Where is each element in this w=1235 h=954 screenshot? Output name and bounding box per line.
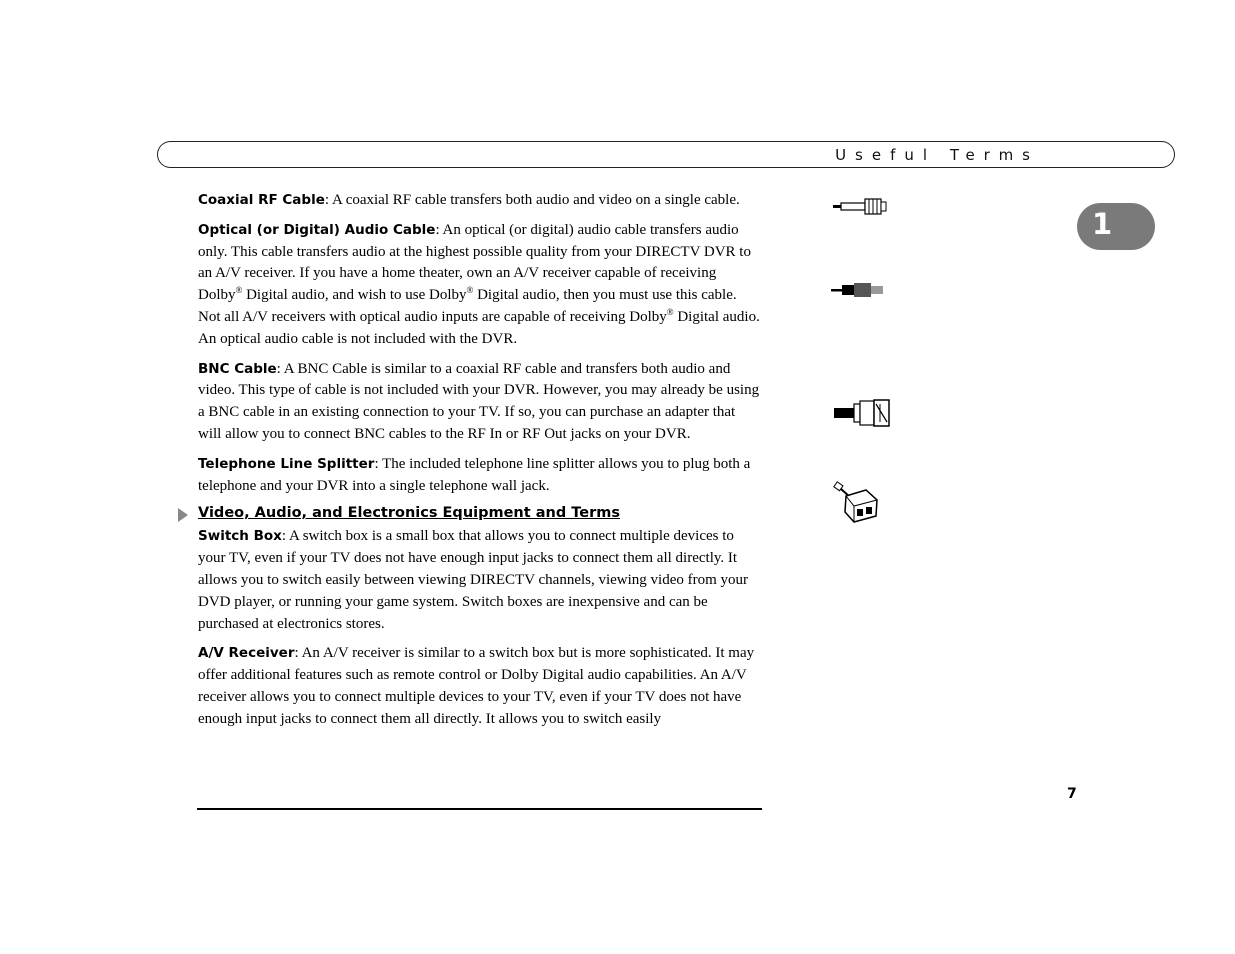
triangle-bullet-icon xyxy=(178,508,188,522)
entry-splitter xyxy=(198,454,760,498)
entry-optical xyxy=(198,220,760,351)
optical-cable-icon xyxy=(829,280,887,300)
term-label: Switch Box xyxy=(198,528,282,545)
entry-bnc xyxy=(198,359,760,446)
section-title: Video, Audio, and Electronics Equipment and Terms xyxy=(198,505,620,522)
term-label: BNC Cable xyxy=(198,360,277,377)
registered-mark: ® xyxy=(466,285,474,296)
term-description: : An A/V receiver is similar to a switch box but is more sophisticated. It may offer additional features such as remote control or Dolby Digital audio capabilities. An A/V receiver allows you to connect multiple devices to your TV, even if your TV does not have enough input jacks to connect them all directly. It allows you to switch easily xyxy=(198,645,755,727)
chapter-number: 1 xyxy=(1092,207,1113,241)
registered-mark: ® xyxy=(666,306,674,317)
footer-rule xyxy=(197,808,762,810)
term-label: Coaxial RF Cable xyxy=(198,192,325,208)
term-description: Digital audio, then you must use this cable. Not all A/V receivers with optical audio inputs are capable of receiving Dolby xyxy=(198,287,737,325)
header-title: Useful Terms xyxy=(835,146,1039,164)
registered-mark: ® xyxy=(235,285,243,296)
coaxial-cable-icon xyxy=(831,196,889,218)
telephone-splitter-icon xyxy=(832,480,882,526)
bnc-cable-icon xyxy=(832,398,894,430)
term-description: : A BNC Cable is similar to a coaxial RF cable and transfers both audio and video. This type of cable is not included with your DVR. However, you may already be using a BNC cable in an existing connection to your TV. If so, you can purchase an adapter that will allow you to connect BNC cables to the RF In or RF Out jacks on your DVR. xyxy=(198,360,760,442)
term-description: Digital audio, and wish to use Dolby xyxy=(242,287,467,304)
section-heading xyxy=(198,505,760,521)
term-label: Telephone Line Splitter xyxy=(198,455,375,472)
chapter-tab xyxy=(1077,203,1155,250)
term-label: Optical (or Digital) Audio Cable xyxy=(198,221,436,238)
term-description: : The included telephone line splitter allows you to plug both a telephone and your DVR into a single telephone wall jack. xyxy=(198,455,751,494)
term-description: : A switch box is a small box that allows you to connect multiple devices to your TV, even if your TV does not have enough input jacks to connect them all directly. It allows you to switch easily between viewing DIRECTV channels, viewing video from your DVD player, or running your game system. Switch boxes are inexpensive and can be purchased at electronics stores. xyxy=(198,528,749,632)
term-description: Digital audio. An optical audio cable is not included with the DVR. xyxy=(198,308,760,347)
main-content xyxy=(198,190,760,739)
entry-av-receiver xyxy=(198,643,760,730)
page-number: 7 xyxy=(1067,786,1077,802)
entry-coaxial xyxy=(198,190,760,212)
term-description: : An optical (or digital) audio cable transfers audio only. This cable transfers audio at the highest possible quality from your DIRECTV DVR to an A/V receiver. If you have a home theater, own an A/V receiver capable of receiving Dolby xyxy=(198,221,751,304)
running-header xyxy=(157,141,1175,168)
entry-switch-box xyxy=(198,526,760,635)
term-description: : A coaxial RF cable transfers both audio and video on a single cable. xyxy=(324,192,740,208)
term-label: A/V Receiver xyxy=(198,645,295,662)
